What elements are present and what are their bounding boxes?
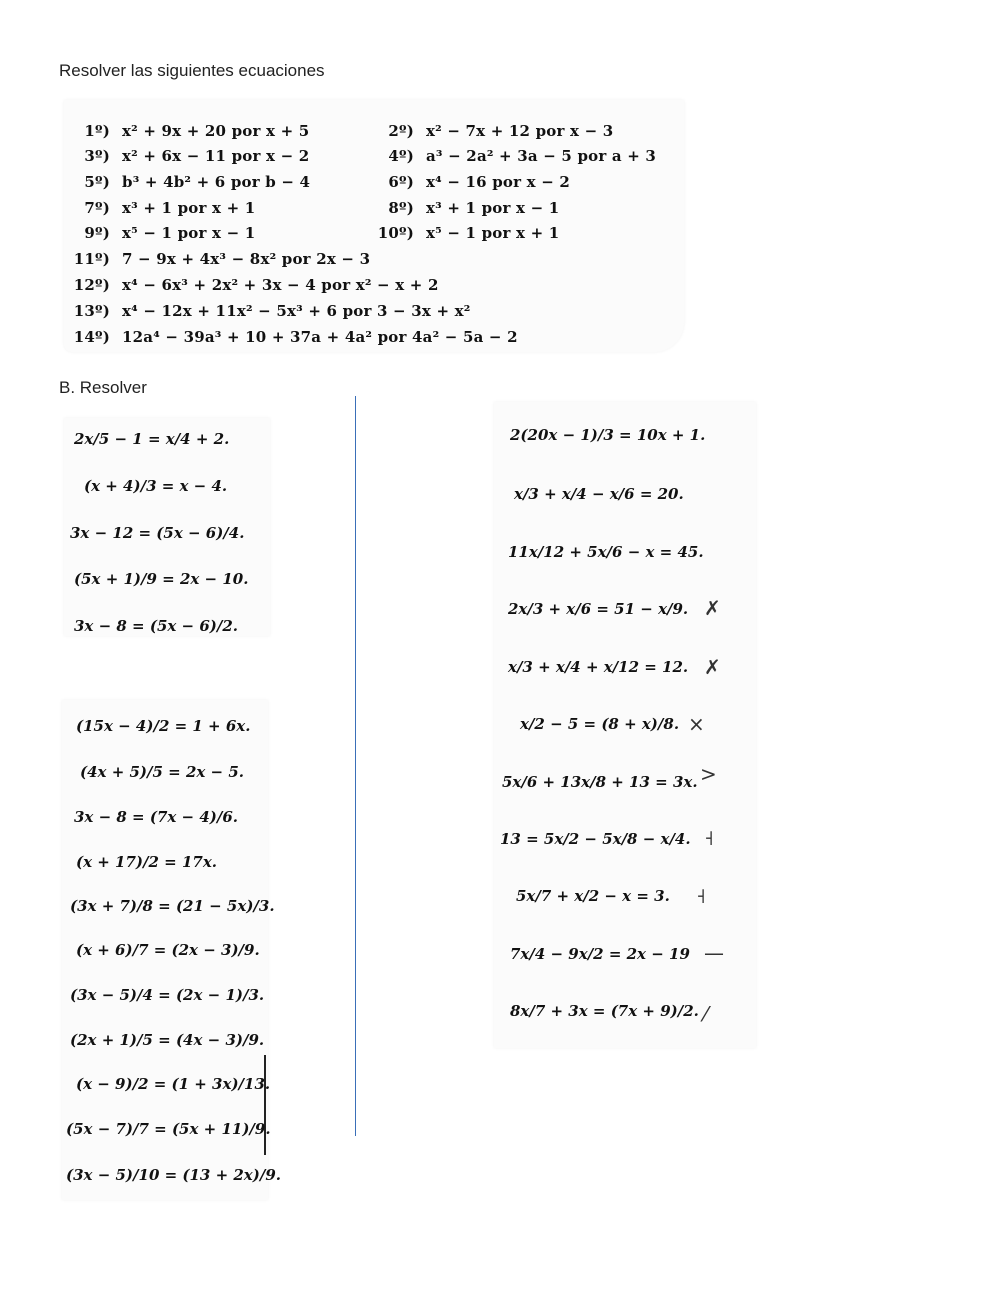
- equation: 5x/7 + x/2 − x = 3.: [516, 887, 670, 905]
- equation: (x + 6)/7 = (2x − 3)/9.: [76, 941, 260, 959]
- section-b-title: B. Resolver: [59, 378, 147, 397]
- equation: 7x/4 − 9x/2 = 2x − 19: [510, 945, 690, 963]
- exercise-1: 1º) x² + 9x + 20 por x + 5: [84, 122, 310, 140]
- equation: x/2 − 5 = (8 + x)/8.: [520, 715, 680, 733]
- equation: (3x + 7)/8 = (21 − 5x)/3.: [70, 897, 275, 915]
- page-title: Resolver las siguientes ecuaciones: [59, 61, 325, 80]
- exercise-9: 9º) x⁵ − 1 por x − 1: [84, 224, 256, 242]
- equation: 13 = 5x/2 − 5x/8 − x/4.: [500, 830, 691, 848]
- handwritten-mark: ⁄: [704, 1002, 708, 1026]
- exercise-4: 4º) a³ − 2a² + 3a − 5 por a + 3: [388, 147, 657, 165]
- handwritten-mark-x: ✗: [704, 655, 721, 679]
- exercise-13: 13º) x⁴ − 12x + 11x² − 5x³ + 6 por 3 − 3x + x²: [73, 302, 471, 320]
- exercise-7: 7º) x³ + 1 por x + 1: [84, 199, 256, 217]
- equation: (3x − 5)/10 = (13 + 2x)/9.: [66, 1166, 281, 1184]
- exercise-6: 6º) x⁴ − 16 por x − 2: [388, 173, 571, 191]
- bracket-mark: [264, 1055, 266, 1155]
- equation: (2x + 1)/5 = (4x − 3)/9.: [70, 1031, 265, 1049]
- equation: 3x − 8 = (7x − 4)/6.: [74, 808, 239, 826]
- equation: 8x/7 + 3x = (7x + 9)/2.: [510, 1002, 699, 1020]
- equation: x/3 + x/4 − x/6 = 20.: [514, 485, 684, 503]
- handwritten-mark-x: ✗: [704, 596, 721, 620]
- exercise-12: 12º) x⁴ − 6x³ + 2x² + 3x − 4 por x² − x + 2: [73, 276, 439, 294]
- equation: 2x/5 − 1 = x/4 + 2.: [74, 430, 230, 448]
- equation: 3x − 12 = (5x − 6)/4.: [70, 524, 245, 542]
- exercise-8: 8º) x³ + 1 por x − 1: [388, 199, 560, 217]
- exercise-2: 2º) x² − 7x + 12 por x − 3: [388, 122, 614, 140]
- handwritten-mark: ˧: [696, 884, 706, 908]
- equation: (4x + 5)/5 = 2x − 5.: [80, 763, 245, 781]
- exercise-5: 5º) b³ + 4b² + 6 por b − 4: [84, 173, 311, 191]
- equation: (x + 17)/2 = 17x.: [76, 853, 217, 871]
- equation: (x + 4)/3 = x − 4.: [84, 477, 228, 495]
- exercise-3: 3º) x² + 6x − 11 por x − 2: [84, 147, 310, 165]
- handwritten-mark: —: [704, 941, 724, 965]
- equation: (5x − 7)/7 = (5x + 11)/9.: [66, 1120, 271, 1138]
- exercise-10: 10º) x⁵ − 1 por x + 1: [377, 224, 560, 242]
- equation: 2x/3 + x/6 = 51 − x/9.: [508, 600, 689, 618]
- equation: x/3 + x/4 + x/12 = 12.: [508, 658, 689, 676]
- equation: (x − 9)/2 = (1 + 3x)/13.: [76, 1075, 271, 1093]
- equation: (5x + 1)/9 = 2x − 10.: [74, 570, 249, 588]
- handwritten-mark: ˧: [704, 826, 714, 850]
- exercise-11: 11º) 7 − 9x + 4x³ − 8x² por 2x − 3: [73, 250, 371, 268]
- equation: 2(20x − 1)/3 = 10x + 1.: [510, 426, 706, 444]
- handwritten-mark-x: ×: [688, 712, 705, 736]
- equation: 5x/6 + 13x/8 + 13 = 3x.: [502, 773, 698, 791]
- equation: 3x − 8 = (5x − 6)/2.: [74, 617, 239, 635]
- equation: (3x − 5)/4 = (2x − 1)/3.: [70, 986, 265, 1004]
- column-divider: [355, 396, 356, 1136]
- handwritten-mark: >: [700, 762, 717, 786]
- equation: 11x/12 + 5x/6 − x = 45.: [508, 543, 704, 561]
- equation: (15x − 4)/2 = 1 + 6x.: [76, 717, 251, 735]
- exercise-14: 14º) 12a⁴ − 39a³ + 10 + 37a + 4a² por 4a² − 5a − 2: [73, 328, 518, 346]
